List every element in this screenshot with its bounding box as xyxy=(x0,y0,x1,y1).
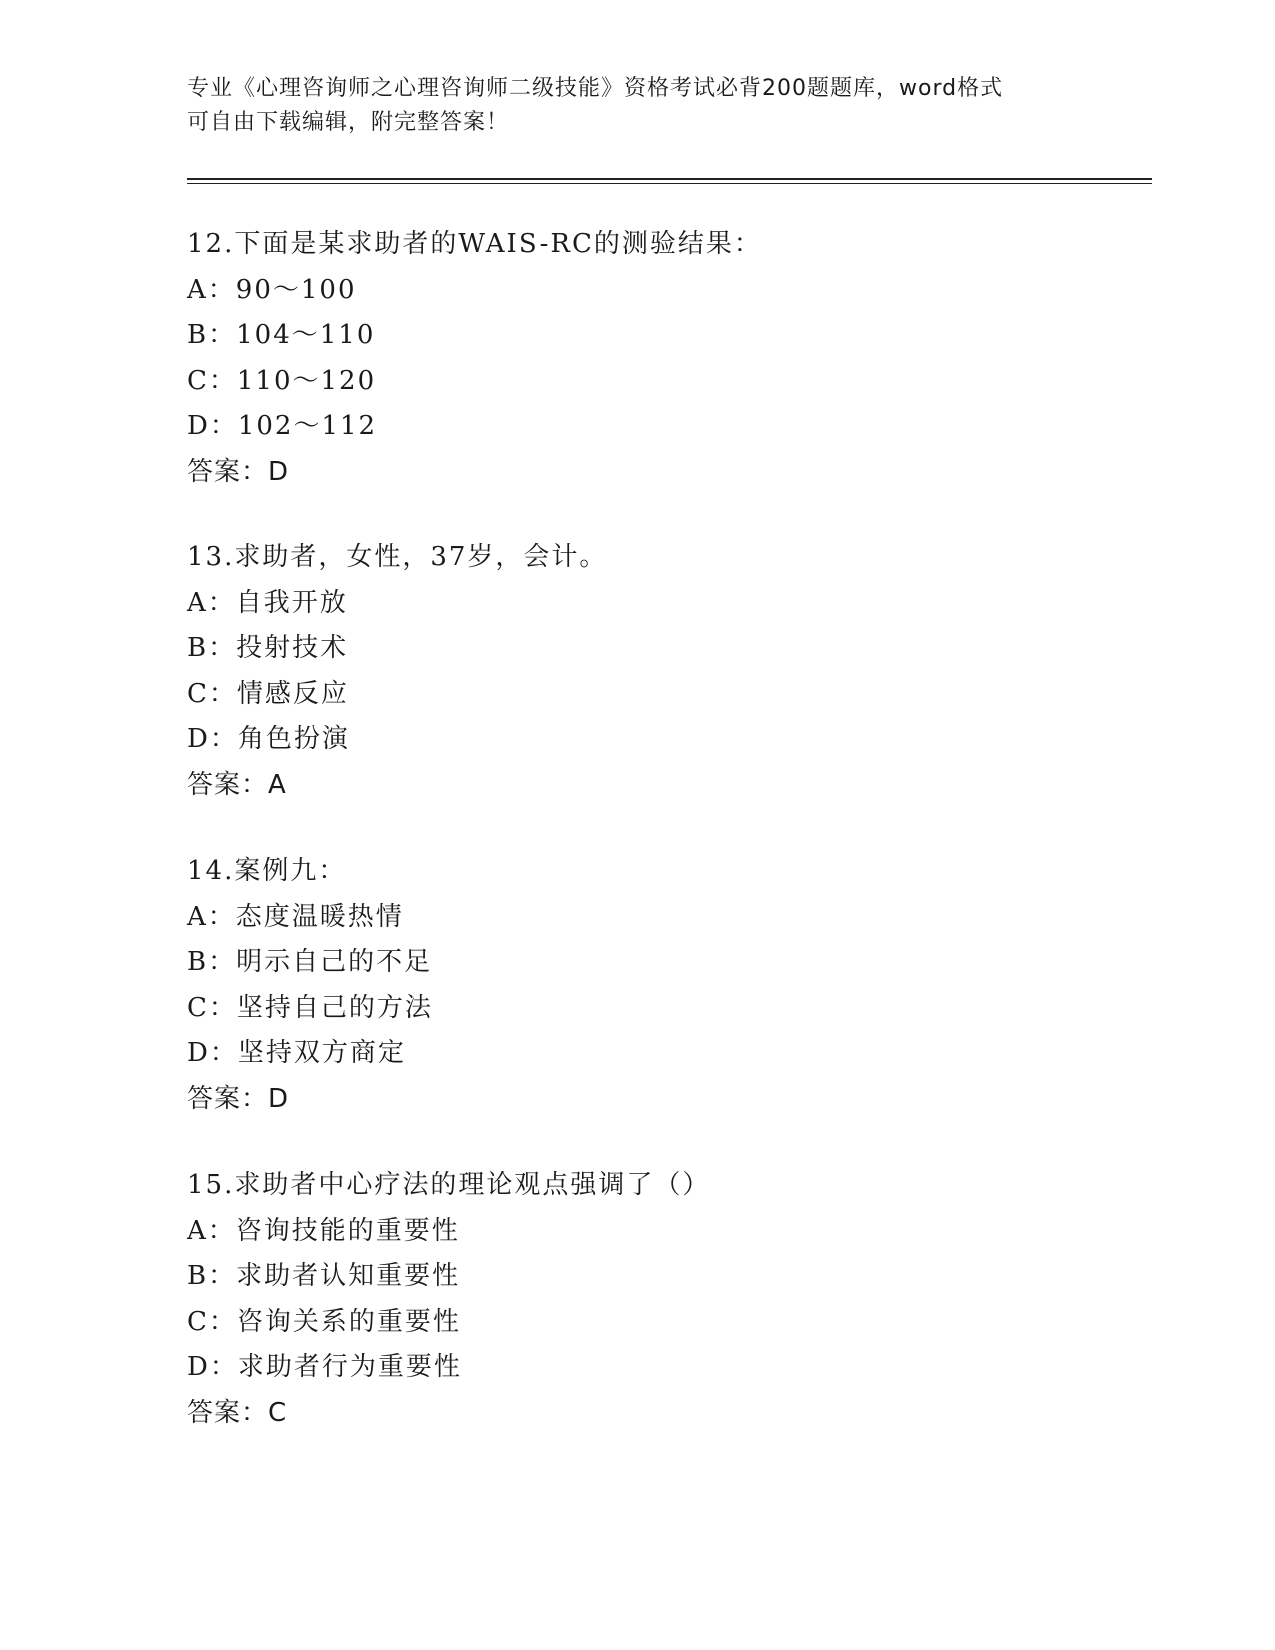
option-b: B：明示自己的不足 xyxy=(187,947,433,977)
option-c: C：坚持自己的方法 xyxy=(187,992,433,1023)
question-12 xyxy=(187,222,1087,495)
answer: 答案：D xyxy=(187,456,290,487)
question-stem: 14.案例九： xyxy=(187,856,347,886)
option-d: D：角色扮演 xyxy=(187,724,350,754)
question-14 xyxy=(187,849,1087,1122)
option-c: C：110～120 xyxy=(187,365,377,396)
header-line-1: 专业《心理咨询师之心理咨询师二级技能》资格考试必背200题题库，word格式 xyxy=(187,76,1004,101)
option-a: A：咨询技能的重要性 xyxy=(187,1215,460,1246)
question-15 xyxy=(187,1163,1087,1436)
option-a: A：自我开放 xyxy=(187,587,348,618)
document-header xyxy=(187,72,1087,140)
answer: 答案：D xyxy=(187,1083,290,1114)
question-13 xyxy=(187,535,1087,808)
header-line-2: 可自由下载编辑，附完整答案！ xyxy=(187,110,510,135)
option-b: B：投射技术 xyxy=(187,633,349,663)
option-c: C：咨询关系的重要性 xyxy=(187,1306,461,1337)
option-c: C：情感反应 xyxy=(187,678,349,709)
option-d: D：坚持双方商定 xyxy=(187,1038,406,1068)
option-d: D：102～112 xyxy=(187,411,378,441)
option-a: A：90～100 xyxy=(187,274,357,305)
question-stem: 15.求助者中心疗法的理论观点强调了（） xyxy=(187,1170,711,1200)
answer: 答案：C xyxy=(187,1397,288,1428)
question-stem: 12.下面是某求助者的WAIS-RC的测验结果： xyxy=(187,229,762,259)
option-d: D：求助者行为重要性 xyxy=(187,1352,462,1382)
option-b: B：求助者认知重要性 xyxy=(187,1261,461,1291)
option-a: A：态度温暖热情 xyxy=(187,901,404,932)
question-stem: 13.求助者，女性，37岁，会计。 xyxy=(187,542,608,572)
answer: 答案：A xyxy=(187,769,287,800)
header-divider xyxy=(187,178,1152,184)
option-b: B：104～110 xyxy=(187,320,376,350)
